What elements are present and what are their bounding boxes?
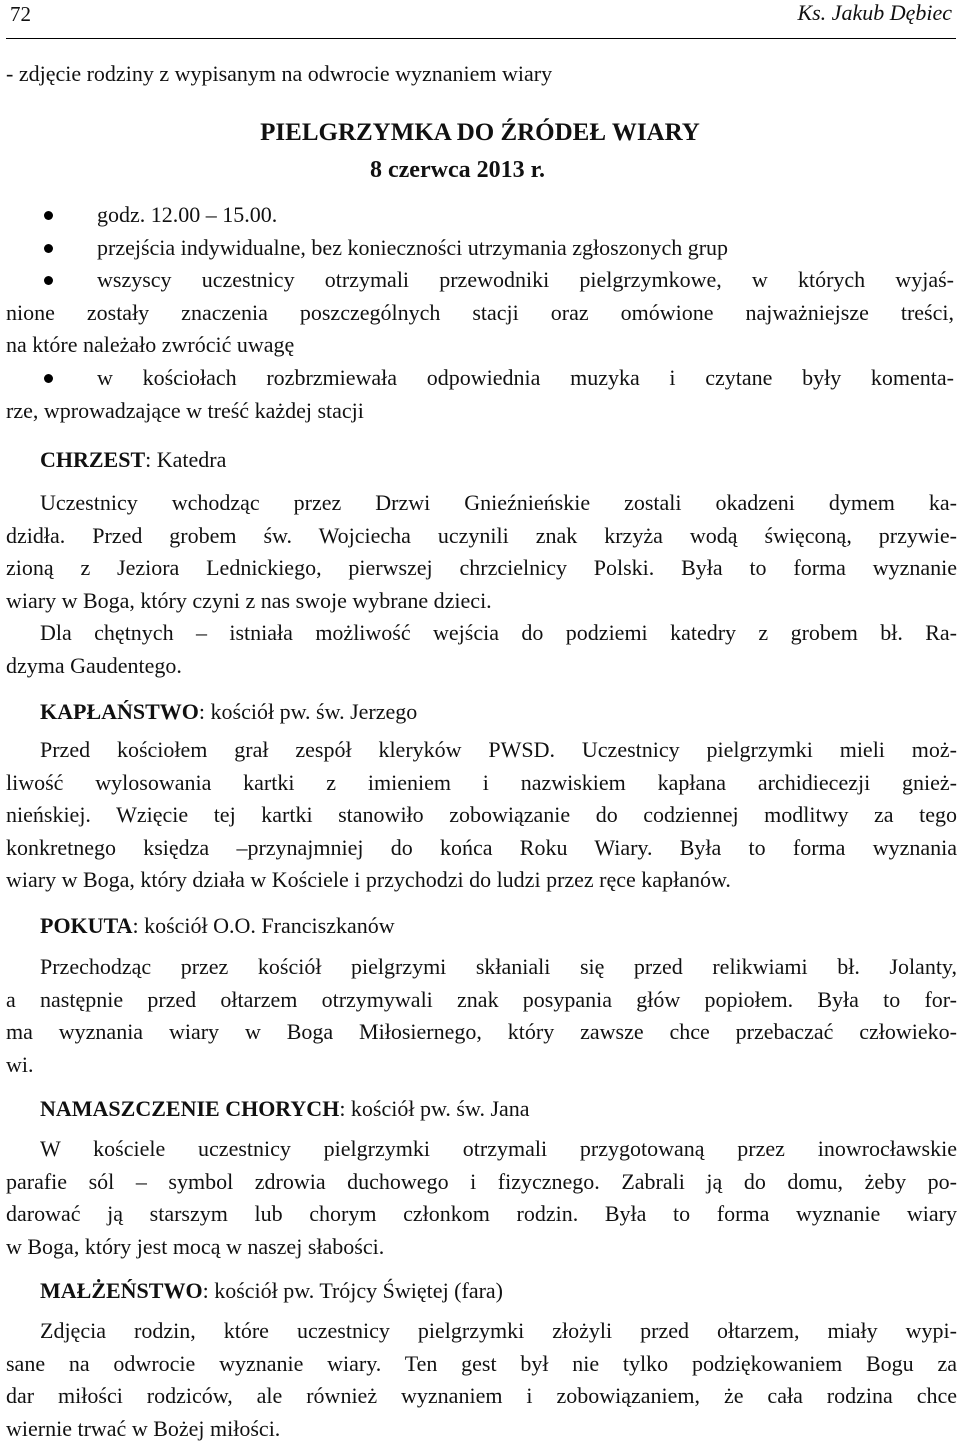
- text-line: a następnie przed ołtarzem otrzymywali znak posypania głów popiołem. Była to for-: [6, 984, 957, 1017]
- section-name: KAPŁAŃSTWO: [40, 699, 199, 724]
- text-line: parafie sól – symbol zdrowia duchowego i fizycznego. Zabrali ją do domu, żeby po-: [6, 1166, 957, 1199]
- bullet-list: [6, 199, 954, 427]
- section-heading-kaplanstwo: [40, 697, 417, 727]
- text-line: wi.: [6, 1049, 957, 1082]
- running-head: Ks. Jakub Dębiec: [797, 0, 952, 26]
- section-paragraph-kaplanstwo: [6, 734, 957, 897]
- section-heading-chrzest: [40, 445, 226, 475]
- text-line: wiernie trwać w Bożej miłości.: [6, 1413, 957, 1445]
- text-line: dar miłości rodziców, ale również wyznaniem i zobowiązaniem, że cała rodzina chce: [6, 1380, 957, 1413]
- text-line: darować ją starszym lub chorym członkom rodzin. Była to forma wyznanie wiary: [6, 1198, 957, 1231]
- section-name: POKUTA: [40, 913, 132, 938]
- text-line: Przed kościołem grał zespół kleryków PWSD. Uczestnicy pielgrzymki mieli moż-: [6, 734, 957, 767]
- text-line: Uczestnicy wchodząc przez Drzwi Gnieźnieńskie zostali okadzeni dymem ka-: [6, 487, 957, 520]
- section-paragraph-namaszczenie: [6, 1133, 957, 1263]
- bullet-icon: [44, 211, 53, 220]
- page-header: [6, 0, 956, 39]
- section-paragraph-chrzest: [6, 487, 957, 682]
- document-title: PIELGRZYMKA DO ŹRÓDEŁ WIARY: [0, 119, 960, 147]
- bullet-text: godz. 12.00 – 15.00.: [6, 199, 954, 232]
- bullet-item: [6, 264, 954, 362]
- bullet-text: wszyscy uczestnicy otrzymali przewodniki pielgrzymkowe, w których wyjaś-: [6, 264, 954, 297]
- bullet-text: w kościołach rozbrzmiewała odpowiednia muzyka i czytane były komenta-: [6, 362, 954, 395]
- text-line: wiary w Boga, który czyni z nas swoje wybrane dzieci.: [6, 585, 957, 618]
- text-line: Zdjęcia rodzin, które uczestnicy pielgrzymki złożyli przed ołtarzem, miały wypi-: [6, 1315, 957, 1348]
- section-place: : kościół pw. Trójcy Świętej (fara): [203, 1278, 503, 1303]
- text-line: dzyma Gaudentego.: [6, 650, 957, 683]
- bullet-text: na które należało zwrócić uwagę: [6, 329, 954, 362]
- section-name: NAMASZCZENIE CHORYCH: [40, 1096, 339, 1121]
- bullet-text: przejścia indywidualne, bez konieczności utrzymania zgłoszonych grup: [6, 232, 954, 265]
- text-line: nieńskiej. Wzięcie tej kartki stanowiło zobowiązanie do codziennej modlitwy za tego: [6, 799, 957, 832]
- section-place: : kościół O.O. Franciszkanów: [132, 913, 394, 938]
- text-line: Przechodząc przez kościół pielgrzymi skłaniali się przed relikwiami bł. Jolanty,: [6, 951, 957, 984]
- section-place: : kościół pw. św. Jana: [339, 1096, 529, 1121]
- bullet-item: [6, 232, 954, 265]
- text-line: W kościele uczestnicy pielgrzymki otrzymali przygotowaną przez inowrocławskie: [6, 1133, 957, 1166]
- section-heading-namaszczenie: [40, 1094, 530, 1124]
- section-name: MAŁŻEŃSTWO: [40, 1278, 203, 1303]
- text-line: w Boga, który jest mocą w naszej słabości.: [6, 1231, 957, 1264]
- photo-caption-line: - zdjęcie rodziny z wypisanym na odwrocie wyznaniem wiary: [6, 59, 552, 89]
- bullet-text: rze, wprowadzające w treść każdej stacji: [6, 395, 954, 428]
- text-line: sane na odwrocie wyznanie wiary. Ten gest był nie tylko podziękowaniem Bogu za: [6, 1348, 957, 1381]
- text-line: konkretnego księdza –przynajmniej do końca Roku Wiary. Była to forma wyznania: [6, 832, 957, 865]
- text-line: dzidła. Przed grobem św. Wojciecha uczynili znak krzyża wodą święconą, przywie-: [6, 520, 957, 553]
- text-line: liwość wylosowania kartki z imieniem i nazwiskiem kapłana archidiecezji gnież-: [6, 767, 957, 800]
- section-heading-malzenstwo: [40, 1276, 503, 1306]
- document-date: 8 czerwca 2013 r.: [370, 157, 545, 184]
- text-line: Dla chętnych – istniała możliwość wejścia do podziemi katedry z grobem bł. Ra-: [6, 617, 957, 650]
- bullet-text: nione zostały znaczenia poszczególnych stacji oraz omówione najważniejsze treści,: [6, 297, 954, 330]
- section-heading-pokuta: [40, 911, 395, 941]
- text-line: ma wyznania wiary w Boga Miłosiernego, który zawsze chce przebaczać człowieko-: [6, 1016, 957, 1049]
- page-number: 72: [10, 2, 31, 27]
- section-name: CHRZEST: [40, 447, 145, 472]
- section-paragraph-malzenstwo: [6, 1315, 957, 1445]
- section-paragraph-pokuta: [6, 951, 957, 1081]
- bullet-icon: [44, 374, 53, 383]
- bullet-icon: [44, 244, 53, 253]
- section-place: : Katedra: [145, 447, 226, 472]
- bullet-item: [6, 362, 954, 427]
- section-place: : kościół pw. św. Jerzego: [199, 699, 417, 724]
- text-line: zioną z Jeziora Lednickiego, pierwszej chrzcielnicy Polski. Była to forma wyznanie: [6, 552, 957, 585]
- bullet-item: [6, 199, 954, 232]
- text-line: wiary w Boga, który działa w Kościele i przychodzi do ludzi przez ręce kapłanów.: [6, 864, 957, 897]
